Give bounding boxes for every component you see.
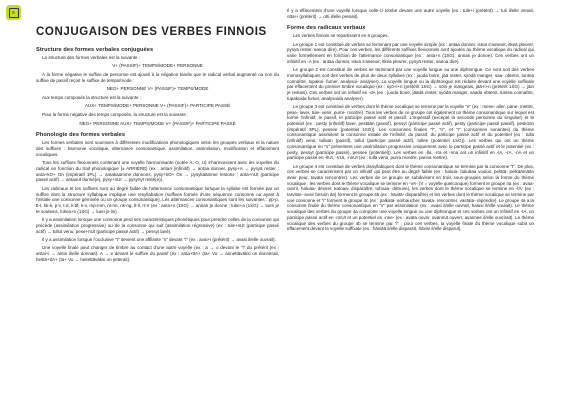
- body-paragraph: Il y a assimilation lorsque une consonne perd ses caractéristiques phonétiques pour prendre celles de la consonne qui précède (assimilation progressive) ou de la consonne qui suit (assimilation régressive) (ex : tule+nUt (participe passé actif) → tullut venu, pese+nUt (participe passé actif) → pessyt lavé).: [36, 217, 279, 234]
- left-sections: [36, 47, 279, 263]
- formula-line: V+ (PASSIF)+ TEMPS/MODE+ PERSONNE: [112, 63, 203, 69]
- body-paragraph: Le groupe 2 est constitué de verbes se terminant par une voyelle longue ou une diphtongue. Ce sont soit des verbes monosyllabiques soit des verbes de plus de deux syllabes (ex : juoda boire, jää rester, syödä manger, saa- obtenir, tuntea connaître, tupakoi- fumer, analysoi- analyser). La voyelle longue ou la diphtongue est réduite devant une voyelle suffixale par effacement du premier timbre vocalique (ex : syö+i+n (prétérit 1SG) → söin je mangeais, jää+i+n (prétérit 1SG) → jäin je restais). Ces verbes ont un infinitif en -dA (ex : juoda boire, jäädä rester, syödä manger, saada obtenir, tuntea connaître, tupakoida fumer, analysoida analyser).: [287, 67, 534, 101]
- section-heading-radicaux: Forme des radicaux verbaux: [287, 25, 366, 32]
- body-paragraph: Le groupe 3 est constitué de verbes dont le thème vocalique se termine par la voyelle "e" (ex : mene- aller, pane- mettre, pese- laver, tule- venir, purre- mordre). Tous les verbes de ce groupe ont également un thème consonantique sur lequel est formé l'infinitif, le passif, le participe passé actif et passif. L'impératif (excepté la seconde personne du singulier) et le potentiel (ex : pesty (infinitif) laver, pestään (passif), pessyt (participe passé actif), pesty (participe passé passif), pesköön (impératif 3PL), pessee (potentiel 1SG)). Les consonnes finales "l", "n", et "r" (consonnes sonantes) du thème consonantique assimilent la consonne initiale de l'infinitif, du passif, du participe passé actif et du potentiel (ex : tulla (infinitif) venir, tullaan (passif), tullut (participe passé actif), tullee (potentiel 1SG)). Les verbes qui ont un thème consonantique en "s" présentent une assimilation progressive uniquement avec le participe passé actif et le potentiel (ex : pesty, pessyt (participe passé), pessee (potentiel)). Les verbes en -lla, -rra et -nna ont un infinitif en -lA, -rA, -nA et un participe passé en -llUt, -rrUt, -nnUt (ex : tulla venir, purra mordre, panna mettre).: [287, 103, 534, 161]
- right-paragraphs: [287, 33, 534, 232]
- body-paragraph: La structure des formes verbales est la suivante :: [42, 55, 141, 60]
- section-heading: Phonologie des formes verbales: [36, 132, 126, 139]
- body-paragraph: Les verbes finnois se répartissent en 6 groupes.: [293, 33, 389, 39]
- left-column: [36, 26, 279, 265]
- body-paragraph: Pour la forme négative des temps composés, la structure est la suivante :: [42, 112, 189, 118]
- intro-paragraph: Il y a effacement d'une voyelle lorsque celle-ci tombe devant une autre voyelle (ex : tule+i (prétérit) → tuli il/elle venait, otta+i (prétérit) → otti il/elle prenait).: [287, 8, 534, 19]
- body-paragraph: Une voyelle finale peut changer de timbre au contact d'une autre voyelle (ex : a → o devant le "i" du prétérit (ex : antai+i → antoi il/elle donnait). A → e devant le suffixe du passif (ex : anta+ttA+ (ta+ Vo → annettäväksi on donnerait, heittä+ttA+ (ta+ Vo → heitettäväksi on jetterait).: [36, 245, 279, 262]
- formula-line: NEG+ PERSONNE AUX+ TEMPS/MODE V+ (PASSIF)+ PARTICIPE PASSÉ: [79, 120, 236, 126]
- body-paragraph: Les formes verbales sont soumises à différentes modifications phonologiques selon les groupes verbaux et la nature des suffixes : harmonie vocalique, alternance consonantique, assimilation, assimilation, modification et effacement vocaliques.: [36, 140, 279, 157]
- right-column: [287, 8, 534, 235]
- body-paragraph: À la forme négative le suffixe de personne est ajouté à la négation tandis que le radical verbal augmenté ou non du suffixe de passif reçoit le suffixe de temps/mode :: [36, 72, 279, 83]
- body-paragraph: Il y a assimilation lorsque l'occlusive "t" devient une affilante "s" devant "i" (ex : avai+i (prétérit) → avasi il/elle ouvrait).: [42, 236, 276, 242]
- body-paragraph: Aux temps composés la structure est la suivante :: [42, 95, 142, 101]
- section-heading: Structure des formes verbales conjuguées: [36, 47, 154, 53]
- page-title: CONJUGAISON DES VERBES FINNOIS: [36, 26, 267, 38]
- formula-line: NEG+ PERSONNE V+ (PASSIF)+ TEMPS/MODE: [106, 86, 209, 92]
- document-icon: ≡: [9, 8, 19, 18]
- body-paragraph: Le groupe 4 est constitué de verbes dissyllabiques dont le thème consonantique se termine par la consonne "t". De plus, ces verbes se caractérisent par un infinitif qui peut être au degré faible (ex : haluta- haluttaa vouloir, pelätä- pelkäämään avoir peur, tavata rencontrer). Les verbes de ce groupe se subdivisent en trois sous-groupes selon la forme du thème vocalique : les verbes dont le thème vocalique se termine en -VA- (V = voyelle quelconque) forment le groupe 4a (ex : avaa- ouvrir, haluaa- désirer, katoaa- disparaître, tuhoaa- détruire), les verbes dont le thème vocalique se termine en -tA- (ex : tarvitse- avoir besoin de) forment le groupe 4b (ex : hävitä- disparaître) et les verbes dont le thème vocalique se termine par une consonne et "i" forment le groupe 4c (ex : palkata- embaucher, tavata- rencontrer, vastata- répondre). Le groupe 4a a la consonne finale du thème consonantique en "s" par assimilation (ex : avasi il/elle ouvrait, halusi il/elle voulait). Le thème vocalique des verbes du groupe 4a comporte une voyelle longue ou une diphtongue et ces verbes ont un infinitif en -tA, un participe passé actif en -nnUt et un potentiel en -nne- (ex : avata ouvrir, avannut ouvert, avannee il/elle ouvrirait). Le thème vocalique des verbes du groupe 4b se termine par "i" ; pour ces verbes, la voyelle finale du thème vocalique subit un effacement devant la voyelle suffixale (ex : häviää il/elle disparaît, hävisi il/elle disparut).: [287, 163, 534, 232]
- body-paragraph: Le groupe 1 est constitué de verbes se terminant par une voyelle simple (ex : antaa donner, istua s'asseoir, itkeä pleurer, pysyä rester, sanoa dire). Pour ces verbes, les différents suffixes flexionnels sont ajoutés au thème vocalique du radical qui varie formellement en fonction de l'alternance consonantique (ex : anta+n (1SG), annan je donne). Ces verbes ont un infinitif en -A (ex : antaa donner, istua s'asseoir, itkeä pleurer, pysyä rester, sanoa dire).: [287, 41, 534, 64]
- document-icon-badge[interactable]: [6, 5, 21, 20]
- formula-line: AUX+ TEMPS/MODE+ PERSONNE V+ (PASSIF)+ PARTICIPE PASSÉ: [84, 103, 231, 109]
- body-paragraph: Tous les suffixes flexionnels contenant une voyelle harmonisante (notée A, O, U) s'harmonisent avec les voyelles du radical en fonction du trait phonologique [± ARRIÈRE] (ex : antaA (infinitif) → antaa donner, pysy+A → pysyä rester ; anta+kO+ On (impératif 1PL) → antakaamme donnons, pysy+kO+ On → pysykäämme restons ; anta+nUt (participe passé actif) → antanut donné(e), pysy+nUt → pysynyt resté(e)).: [36, 160, 279, 183]
- body-paragraph: Les radicaux et les suffixes sont au degré faible de l'alternance consonantique lorsque la syllabe est fermée par un suffixe dont la structure syllabique implique une resyllabation (suffixes formés d'une séquence consonne ou ayant à l'initiale une consonne géminée ou un groupe consonantique). Les alternances consonantiques sont les suivantes : pp-p, tt-t, kk-k, p-v, t-d, k-Ø, k-v, mp-mm, nt-nn, nk-ng, lt-ll, rt-rr (ex : anta+n (1SG) → annan je donne ; tuke+a (1SG) → tuen je te soutiens, lukea+n (1SG) → luen je lis).: [36, 185, 279, 214]
